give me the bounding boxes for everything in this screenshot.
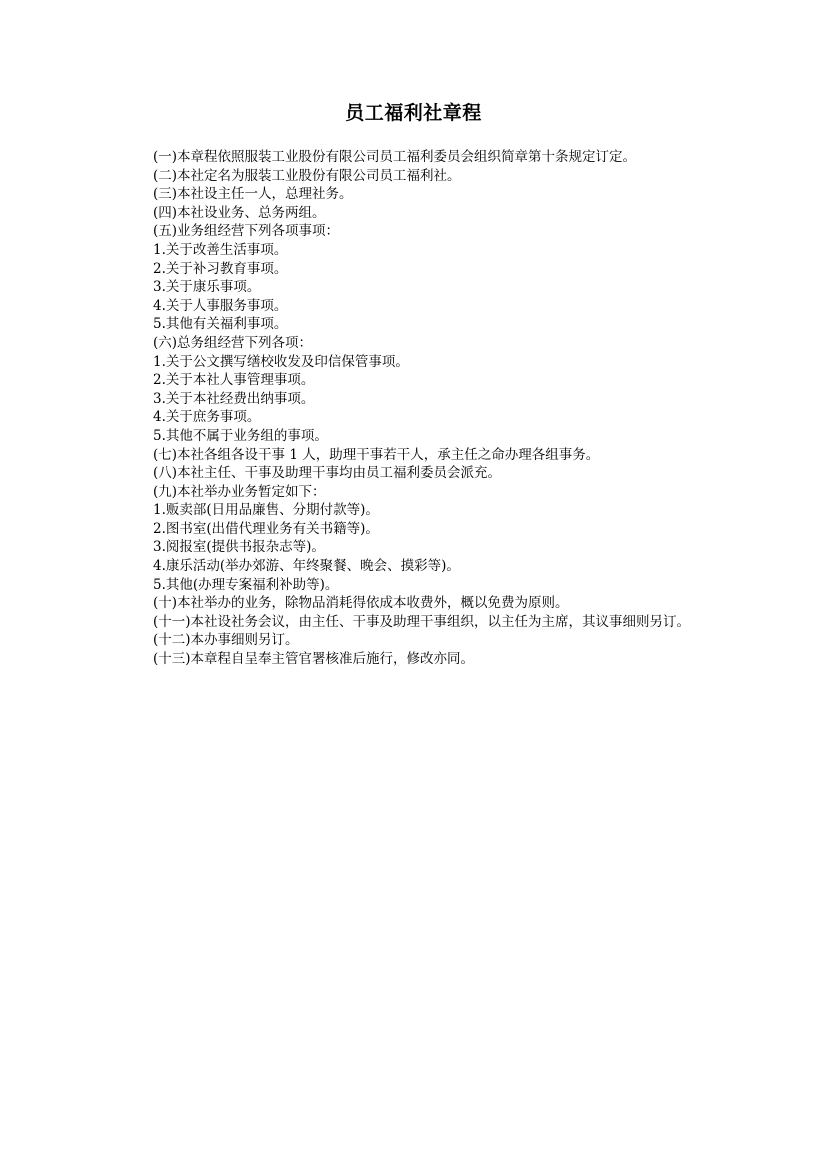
list-item: 3.关于康乐事项。 — [153, 279, 261, 296]
paragraph: (四)本社设业务、总务两组。 — [153, 204, 326, 221]
paragraph: (十三)本章程自呈奉主管官署核准后施行，修改亦同。 — [153, 651, 475, 668]
paragraph: (十二)本办事细则另订。 — [153, 632, 299, 649]
paragraph: (六)总务组经营下列各项： — [153, 334, 313, 351]
list-item: 4.康乐活动(举办郊游、年终聚餐、晚会、摸彩等)。 — [153, 558, 460, 575]
paragraph: (十一)本社设社务会议，由主任、干事及助理干事组织，以主任为主席，其议事细则另订。 — [153, 613, 691, 630]
list-item: 1.关于改善生活事项。 — [153, 241, 288, 258]
list-item: 2.图书室(出借代理业务有关书籍等)。 — [153, 520, 379, 537]
list-item: 1.关于公文撰写缮校收发及印信保管事项。 — [153, 353, 409, 370]
document-title: 员工福利社章程 — [345, 102, 482, 124]
document-body — [125, 148, 710, 669]
paragraph: (二)本社定名为服装工业股份有限公司员工福利社。 — [153, 167, 461, 184]
list-item: 3.关于本社经费出纳事项。 — [153, 390, 315, 407]
list-item: 5.其他不属于业务组的事项。 — [153, 427, 328, 444]
list-item: 3.阅报室(提供书报杂志等)。 — [153, 539, 325, 556]
paragraph: (八)本社主任、干事及助理干事均由员工福利委员会派充。 — [153, 465, 502, 482]
list-item: 1.贩卖部(日用品廉售、分期付款等)。 — [153, 502, 379, 519]
paragraph: (十)本社举办的业务，除物品消耗得依成本收费外，概以免费为原则。 — [153, 595, 569, 612]
list-item: 4.关于人事服务事项。 — [153, 297, 288, 314]
list-item: 4.关于庶务事项。 — [153, 409, 261, 426]
paragraph: (七)本社各组各设干事 1 人，助理干事若干人，承主任之命办理各组事务。 — [153, 446, 600, 463]
paragraph: (五)业务组经营下列各项事项： — [153, 223, 340, 240]
list-item: 2.关于本社人事管理事项。 — [153, 372, 315, 389]
list-item: 5.其他(办理专案福利补助等)。 — [153, 576, 339, 593]
list-item: 2.关于补习教育事项。 — [153, 260, 288, 277]
paragraph: (九)本社举办业务暂定如下： — [153, 483, 326, 500]
paragraph: (三)本社设主任一人，总理社务。 — [153, 186, 353, 203]
list-item: 5.其他有关福利事项。 — [153, 316, 288, 333]
paragraph: (一)本章程依照服装工业股份有限公司员工福利委员会组织简章第十条规定订定。 — [153, 149, 637, 165]
